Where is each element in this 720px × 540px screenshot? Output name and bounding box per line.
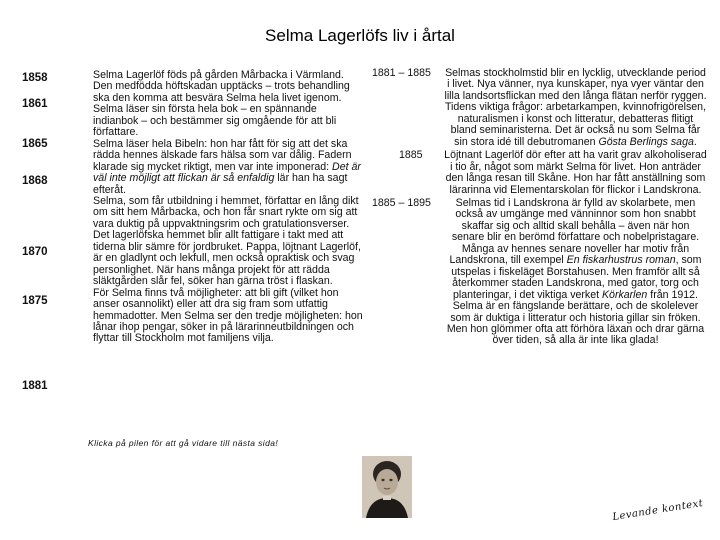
period-label: 1885 – 1895 [372,196,431,209]
right-row-1881-1885 [372,68,707,148]
entry-1861: Den medfödda höftskadan upptäcks – trots behandling ska den komma att besvära Selma hela livet igenom. [93,80,350,104]
entry-1881: För Selma finns två möjligheter: att bli gift (vilket hon anser osannolikt) eller att dra sig fram som utfattig hemmadotter. Men Selma ser den tredje möjligheten: hon lånar ihop pengar, söker in på lärarinneutbildningen och flyttar till Stockholm mot familjens vilja. [93,286,363,345]
year-1875: 1875 [22,295,48,307]
entry-1870: Selma, som får utbildning i hemmet, författar en lång dikt om sitt hem Mårbacka, och hon får snart rykte om sig att vara duktig på uppvaktningsrim och gratulationsverser. [93,194,359,230]
year-1881: 1881 [22,380,48,392]
period-text [444,68,707,148]
year-1865: 1865 [22,138,48,150]
teacher-paragraph: Selma är en fängslande berättare, och de skolelever som är duktiga i litteratur och historia gillar sin fröken. Men hon glömmer ofta att förhöra läxan och drar gärna över tiden, så alla är inte lika glada! [446,300,705,347]
year-1861: 1861 [22,98,48,110]
period-text-a: Selmas tid i Landskrona är fylld av skolarbete, men också av umgänge med vänninnor som hon snabbt skaffar sig och alltid skall behålla – även när hon senare blir en berömd författare och nobelpristagare. Många av hennes senare noveller har motiv från Landskrona, till exempel [449,196,700,267]
entry-1865: Selma läser sin första hela bok – en spännande indianbok – och bestämmer sig omgående för att bli författare. [93,103,337,139]
right-row-1885 [372,150,707,196]
period-text [444,198,707,301]
book-title: En fiskarhustrus roman [566,254,676,267]
entry-1858: Selma Lagerlöf föds på gården Mårbacka i Värmland. [93,69,344,81]
entry-1868-text: Selma läser hela Bibeln: hon har fått för sig att det ska rädda hennes älskade fars hälsa som var dålig. Fadern klarade sig mycket riktigt, men var inte imponerad: [93,137,352,173]
right-row-1885-1895 [372,198,707,347]
period-text-b: , som utspelas i fiskeläget Borstahusen. Men framför allt så återkommer staden Landskrona, med gator, torg och planteringar, i det viktiga verket [451,254,702,301]
period-label: 1881 – 1885 [372,67,431,79]
portrait-photo [362,456,412,518]
period-text-c: från 1912. [647,288,698,301]
period-text-a: Selmas stockholmstid blir en lycklig, utvecklande period i livet. Nya vänner, nya kunskaper, nya vyer väntar den lilla landsortsflickan med den långa flätan nerför ryggen. Tidens viktiga frågor: arbetarkampen, kvinnofrigörelsen, naturalismen i konst och litteratur, debatteras flitigt bland seminaristerna. Det är också nu som Selma får sin stora idé till debutromanen [444,67,707,148]
period-text [444,150,707,196]
year-1858: 1858 [22,72,48,84]
logo-stamp: Levande kontext [611,497,705,524]
next-page-hint: Klicka på pilen för att gå vidare till nästa sida! [88,438,279,448]
period-text-b: . [693,135,697,148]
period-label: 1885 [399,149,423,162]
book-title: Gösta Berlings saga [598,135,694,148]
entry-1875: Det lagerlöfska hemmet blir allt fattigare i takt med att tiderna blir sämre för jordbruket. Pappa, löjtnant Lagerlöf, är en gladlynt och lekfull, men också opraktisk och svag personlighet. När hans många projekt för att rädda släktgården slår fel, söker han gärna tröst i flaskan. [93,229,361,288]
period-text-a: Löjtnant Lagerlöf dör efter att ha varit grav alkoholiserad i tio år, något som märkt Selma för livet. Hon anträder den långa resan till Skåne. Hon har fått anställning som lärarinna vid Elementarskolan för flickor i Landskrona. [444,149,707,196]
portrait-image [362,456,412,518]
entry-1868-quote: Det är väl inte möjligt att flickan är så enfaldig [93,160,361,185]
entry-1868 [93,139,365,196]
entry-1868-tail: lär han ha sagt efteråt. [93,172,348,196]
book-title-korkarlen: Körkarlen [601,288,648,301]
year-1868: 1868 [22,175,48,187]
left-text [93,70,365,345]
year-1870: 1870 [22,246,48,258]
page-title: Selma Lagerlöfs liv i årtal [265,26,455,45]
timeline-right [372,68,707,347]
period-text-extra [444,301,707,347]
